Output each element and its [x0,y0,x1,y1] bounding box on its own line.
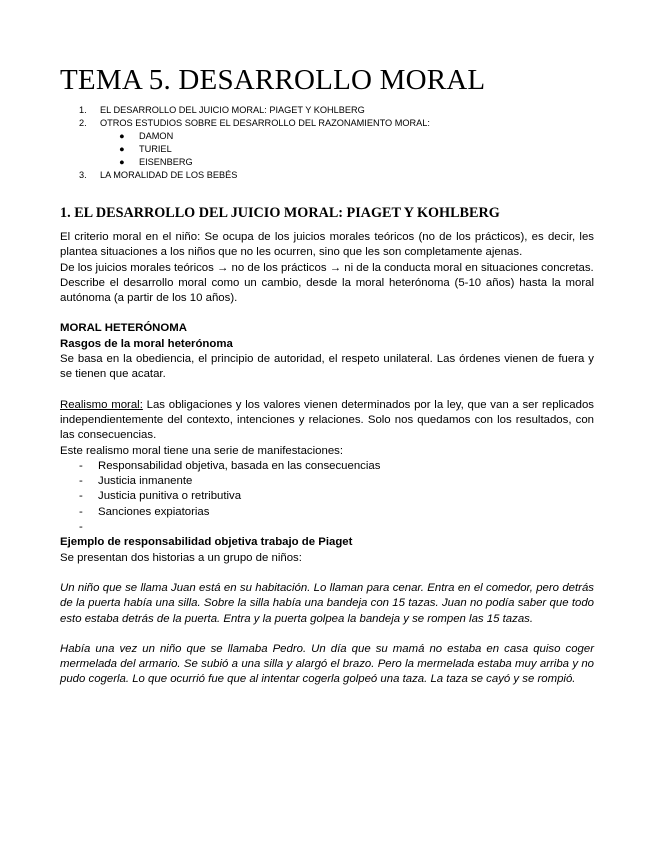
dash-bullet: - [79,459,83,472]
dash-bullet: - [79,490,83,503]
spacer [60,566,594,581]
dash-bullet: - [79,505,83,518]
paragraph: Se basa en la obediencia, el principio de autoridad, el respeto unilateral. Las órdenes vienen de fuera y se tienen que acatar. [60,353,594,381]
section-heading: 1. EL DESARROLLO DEL JUICIO MORAL: PIAGET Y KOHLBERG [60,205,500,221]
list-item [60,474,594,489]
list-item-text: Justicia inmanente [98,475,193,488]
paragraph-text: Las obligaciones y los valores vienen determinados por la ley, que van a ser replicados independientemente del contexto, intenciones y relaciones. Solo nos quedamos con los resultados, con las consecuencias. [60,398,594,442]
spacer [60,383,594,398]
dash-bullet: - [79,475,83,488]
example-heading: Ejemplo de responsabilidad objetiva trabajo de Piaget [60,536,353,549]
toc-sublabel: TURIEL [139,144,172,154]
underlined-term: Realismo moral: [60,398,143,411]
list-item [60,520,594,535]
story-paragraph: Un niño que se llama Juan está en su habitación. Lo llaman para cenar. Entra en el comedor, pero detrás de la puerta había una silla. Sobre la silla había una bandeja con 15 tazas. Juan no podía saber que todo esto estaba detrás de la puerta. Entra y la puerta golpea la bandeja y se rompen las 15 tazas. [60,581,594,625]
list-item [60,489,594,504]
toc-label: EL DESARROLLO DEL JUICIO MORAL: PIAGET Y KOHLBERG [100,105,365,115]
document-title: TEMA 5. DESARROLLO MORAL [60,64,486,96]
dash-bullet: - [79,521,83,534]
toc-sublabel: EISENBERG [139,157,193,167]
document-body [60,230,594,688]
paragraph: Describe el desarrollo moral como un cambio, desde la moral heterónoma (5-10 años) hasta la moral autónoma (a partir de los 10 años). [60,276,594,305]
list-item [60,459,594,474]
list-item-text: Responsabilidad objetiva, basada en las consecuencias [98,459,381,472]
paragraph [60,398,594,444]
bullet-icon: ● [119,131,125,141]
story-paragraph: Había una vez un niño que se llamaba Pedro. Un día que su mamá no estaba en casa quiso coger mermelada del armario. Se subió a una silla y alargó el brazo. Pero la mermelada estaba muy arriba y no pudo cogerla. Lo que ocurrió fue que al intentar cogerla golpeó una taza. La taza se cayó y se rompió. [60,642,594,686]
list-item-text: Justicia punitiva o retributiva [98,490,242,503]
subsection-subheading: Rasgos de la moral heterónoma [60,337,233,350]
paragraph: De los juicios morales teóricos → no de los prácticos → ni de la conducta moral en situaciones concretas. [60,261,594,274]
toc-number: 2. [79,118,87,128]
paragraph: Se presentan dos historias a un grupo de niños: [60,551,302,564]
list-item-text: Sanciones expiatorias [98,505,210,518]
spacer [60,306,594,321]
toc-sublabel: DAMON [139,131,174,141]
toc-label: LA MORALIDAD DE LOS BEBÉS [100,170,238,180]
toc-number: 1. [79,105,87,115]
bullet-icon: ● [119,144,125,154]
spacer [60,627,594,642]
toc-label: OTROS ESTUDIOS SOBRE EL DESARROLLO DEL RAZONAMIENTO MORAL: [100,118,430,128]
list-item [60,505,594,520]
subsection-heading: MORAL HETERÓNOMA [60,322,187,335]
bullet-icon: ● [119,157,125,167]
toc-number: 3. [79,170,87,180]
paragraph: El criterio moral en el niño: Se ocupa de los juicios morales teóricos (no de los prácticos), es decir, les plantea situaciones a los niños que no les ocurren, sino que les son completamente ajenas. [60,231,594,259]
manifestations-list [60,459,594,535]
paragraph: Este realismo moral tiene una serie de manifestaciones: [60,444,344,457]
